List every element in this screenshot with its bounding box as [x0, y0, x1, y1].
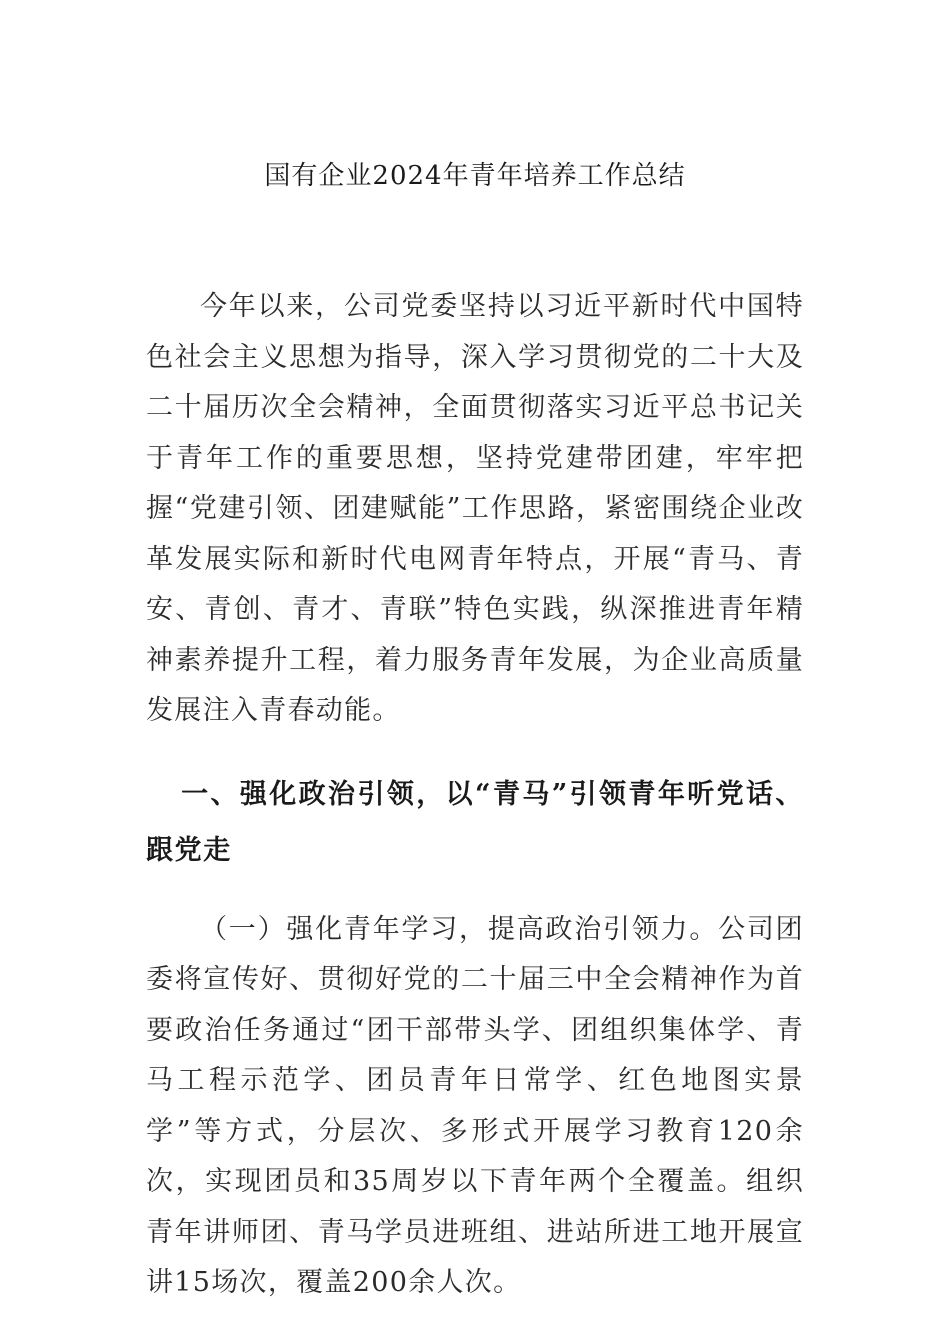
- section-heading-1: 一、强化政治引领，以“青马”引领青年听党话、跟党走: [146, 778, 804, 866]
- subsection-paragraph-1: （一）强化青年学习，提高政治引领力。公司团委将宣传好、贯彻好党的二十届三中全会精神作为首要政治任务通过“团干部带头学、团组织集体学、青马工程示范学、团员青年日常学、红色地图实景学”等方式，分层次、多形式开展学习教育120余次，实现团员和35周岁以下青年两个全覆盖。组织青年讲师团、青马学员进班组、进站所进工地开展宣讲15场次，覆盖200余人次。: [146, 913, 804, 1298]
- document-body: [146, 282, 804, 1309]
- document-title: 国有企业2024年青年培养工作总结: [264, 161, 686, 191]
- intro-paragraph: 今年以来，公司党委坚持以习近平新时代中国特色社会主义思想为指导，深入学习贯彻党的二十大及二十届历次全会精神，全面贯彻落实习近平总书记关于青年工作的重要思想，坚持党建带团建，牢牢把握“党建引领、团建赋能”工作思路，紧密围绕企业改革发展实际和新时代电网青年特点，开展“青马、青安、青创、青才、青联”特色实践，纵深推进青年精神素养提升工程，着力服务青年发展，为企业高质量发展注入青春动能。: [146, 291, 804, 726]
